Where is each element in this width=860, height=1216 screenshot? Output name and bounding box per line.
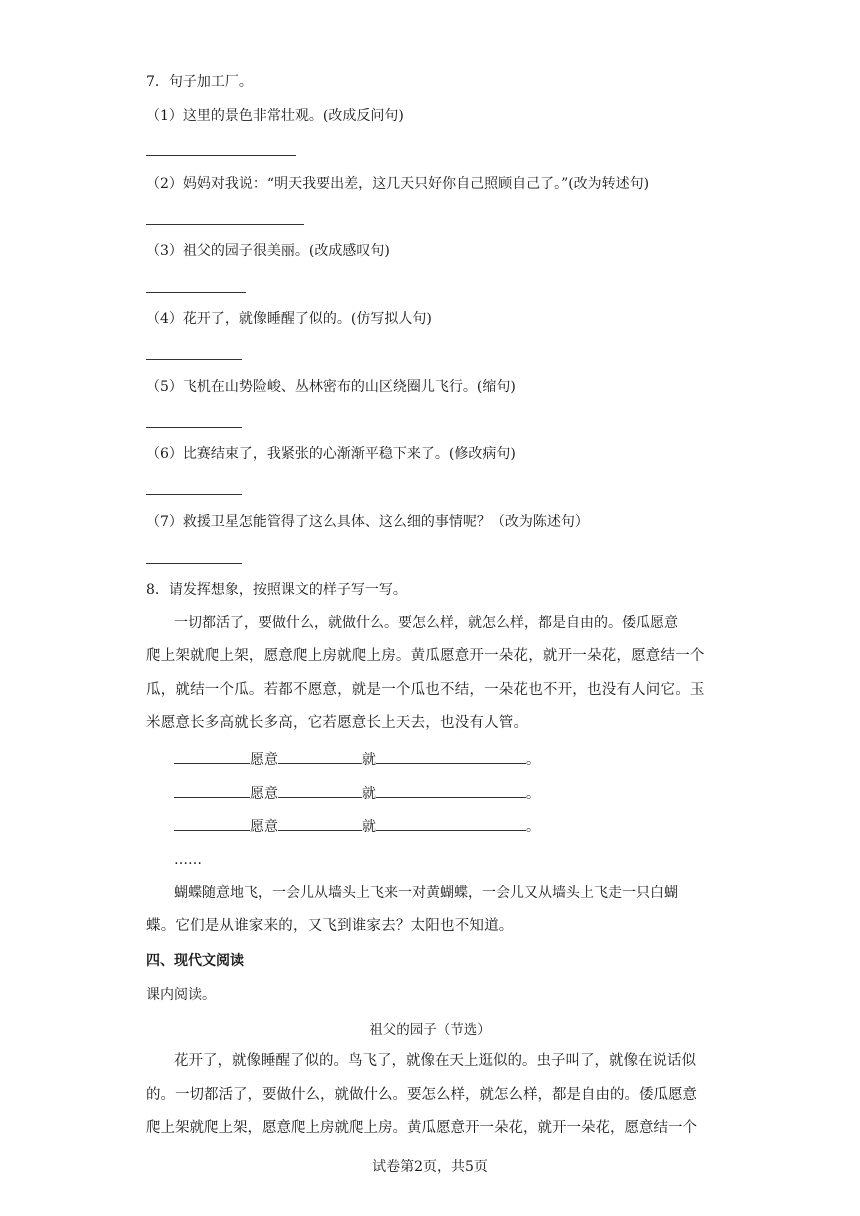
q7-item-4: （4）花开了，就像睡醒了似的。(仿写拟人句) (146, 311, 432, 327)
fill-row-3: 愿意 就 。 (174, 816, 540, 837)
passage-line-4: 米愿意长多高就长多高，它若愿意长上天去，也没有人管。 (146, 715, 529, 731)
fill-blank[interactable] (278, 783, 362, 798)
answer-line-5 (146, 427, 242, 428)
fill-blank[interactable] (174, 816, 250, 831)
article-title: 祖父的园子（节选） (369, 1022, 491, 1038)
answer-line-2 (146, 224, 304, 225)
fill-blank[interactable] (278, 816, 362, 831)
article-line-2: 的。一切都活了，要做什么，就做什么。要怎么样，就怎么样，都是自由的。倭瓜愿意 (146, 1087, 697, 1103)
answer-line-6 (146, 494, 242, 495)
ellipsis: …… (174, 852, 202, 868)
section-subheading: 课内阅读。 (146, 987, 216, 1003)
q7-item-1: （1）这里的景色非常壮观。(改成反问句) (146, 108, 404, 124)
passage-line-1: 一切都活了，要做什么，就做什么。要怎么样，就怎么样，都是自由的。倭瓜愿意 (174, 615, 678, 631)
fill-blank[interactable] (174, 749, 250, 764)
q7-item-7: （7）救援卫星怎能管得了这么具体、这么细的事情呢？（改为陈述句） (146, 514, 589, 530)
q7-item-2: （2）妈妈对我说：“明天我要出差，这几天只好你自己照顾自己了。”(改为转述句) (146, 176, 650, 192)
answer-line-4 (146, 359, 242, 360)
ending-line-1: 蝴蝶随意地飞，一会儿从墙头上飞来一对黄蝴蝶，一会儿又从墙头上飞走一只白蝴 (174, 885, 678, 901)
fill-row-2: 愿意 就 。 (174, 783, 540, 804)
question-7-title: 7．句子加工厂。 (146, 74, 253, 90)
fill-blank[interactable] (174, 783, 250, 798)
answer-line-3 (146, 292, 246, 293)
passage-line-2: 爬上架就爬上架，愿意爬上房就爬上房。黄瓜愿意开一朵花，就开一朵花，愿意结一个 (146, 648, 705, 664)
ending-line-2: 蝶。它们是从谁家来的，又飞到谁家去？太阳也不知道。 (146, 918, 514, 934)
article-line-3: 爬上架就爬上架，愿意爬上房就爬上房。黄瓜愿意开一朵花，就开一朵花，愿意结一个 (146, 1120, 697, 1136)
page-footer: 试卷第2页，共5页 (372, 1159, 488, 1175)
q7-item-3: （3）祖父的园子很美丽。(改成感叹句) (146, 243, 390, 259)
fill-blank[interactable] (376, 816, 526, 831)
answer-line-7 (146, 563, 242, 564)
answer-line-1 (146, 155, 296, 156)
q7-item-5: （5）飞机在山势险峻、丛林密布的山区绕圈儿飞行。(缩句) (146, 379, 516, 395)
fill-blank[interactable] (376, 783, 526, 798)
question-8-title: 8．请发挥想象，按照课文的样子写一写。 (146, 582, 407, 598)
section-heading: 四、现代文阅读 (146, 953, 244, 969)
passage-line-3: 瓜，就结一个瓜。若都不愿意，就是一个瓜也不结，一朵花也不开，也没有人问它。玉 (146, 682, 705, 698)
article-line-1: 花开了，就像睡醒了似的。鸟飞了，就像在天上逛似的。虫子叫了，就像在说话似 (174, 1053, 696, 1069)
fill-row-1: 愿意 就 。 (174, 749, 540, 770)
q7-item-6: （6）比赛结束了，我紧张的心渐渐平稳下来了。(修改病句) (146, 446, 516, 462)
fill-blank[interactable] (376, 749, 526, 764)
fill-blank[interactable] (278, 749, 362, 764)
